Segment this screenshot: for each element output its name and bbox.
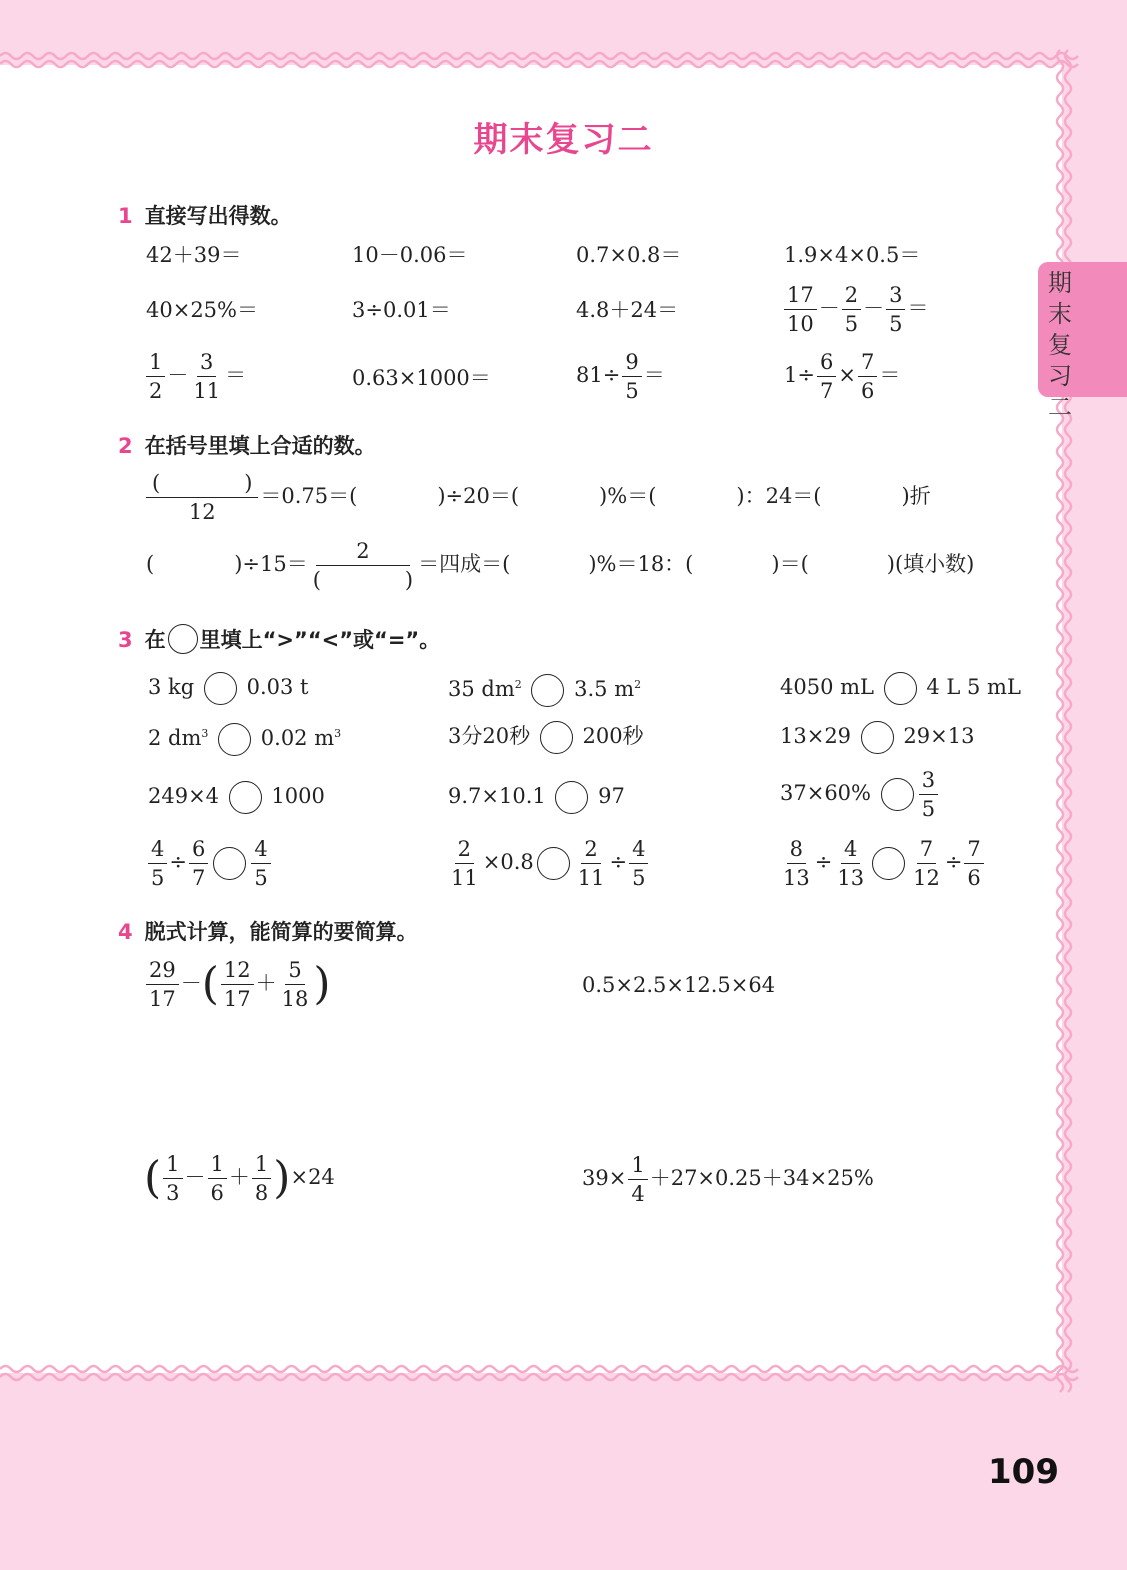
q3-compare-r4-1: $\frac{4}{5}$ ÷ $\frac{6}{7}$ $\frac{4}{5}$ — [146, 835, 273, 892]
q3-compare-r2-2: 3分20秒 200秒 — [448, 721, 644, 754]
fraction: $\frac{7}{6}$ — [858, 348, 877, 405]
question-4-heading — [118, 916, 418, 946]
answer-circle[interactable] — [540, 721, 573, 754]
fraction: $\frac{7}{12}$ — [913, 837, 940, 890]
fraction: $\frac{29}{17}$ — [146, 956, 179, 1013]
fraction: $\frac{4}{5}$ — [251, 835, 270, 892]
q3-compare-r3-1: 249×4 1000 — [148, 781, 325, 814]
fraction: $\frac{6}{7}$ — [189, 835, 208, 892]
q4-problem-4: 39× $\frac{1}{4}$ ＋27×0.25＋34×25% — [582, 1153, 874, 1206]
question-instruction: 直接写出得数。 — [144, 204, 292, 228]
q1-expr-3: 0.7×0.8＝ — [576, 243, 682, 267]
circle-icon — [168, 624, 198, 654]
fraction-blank: 2 ( ) — [312, 539, 414, 592]
fraction: $\frac{17}{10}$ — [784, 281, 817, 338]
q3-compare-r1-3: 4050 mL 4 L 5 mL — [780, 672, 1021, 705]
q3-compare-r1-1: 3 kg 0.03 t — [148, 672, 308, 705]
fraction: $\frac{1}{6}$ — [208, 1150, 227, 1207]
q1-expr-1: 42＋39＝ — [146, 243, 242, 267]
fraction: $\frac{3}{11}$ — [193, 350, 221, 403]
fraction: $\frac{1}{3}$ — [163, 1150, 182, 1207]
fraction: $\frac{3}{5}$ — [886, 281, 905, 338]
wavy-border-right — [1046, 50, 1086, 1390]
q3-compare-r2-3: 13×29 29×13 — [780, 721, 974, 754]
fraction: $\frac{4}{5}$ — [629, 835, 648, 892]
q3-compare-r3-2: 9.7×10.1 97 — [448, 781, 625, 814]
side-tab-label: 期末复习二 — [1048, 269, 1072, 421]
q3-compare-r4-2: $\frac{2}{11}$ ×0.8 $\frac{2}{11}$ ÷ $\frac{4}{5}$ — [446, 835, 650, 892]
fraction: $\frac{1}{2}$ — [146, 348, 165, 405]
question-number: 2 — [118, 434, 133, 458]
q1-expr-11: 81÷ $\frac{9}{5}$ ＝ — [576, 350, 665, 403]
answer-circle[interactable] — [537, 847, 570, 880]
fraction: $\frac{2}{11}$ — [451, 837, 478, 890]
wavy-border-bottom — [0, 1355, 1080, 1395]
q3-compare-r3-3: 37×60% $\frac{3}{5}$ — [780, 766, 940, 823]
fraction: $\frac{7}{6}$ — [964, 835, 983, 892]
fraction: $\frac{8}{13}$ — [783, 837, 810, 890]
answer-circle[interactable] — [531, 674, 564, 707]
answer-circle[interactable] — [881, 778, 914, 811]
q1-expr-4: 1.9×4×0.5＝ — [784, 243, 921, 267]
q1-expr-12: 1÷ $\frac{6}{7}$ × $\frac{7}{6}$ ＝ — [784, 350, 901, 403]
q1-expr-5: 40×25%＝ — [146, 298, 258, 322]
q1-expr-7: 4.8＋24＝ — [576, 298, 679, 322]
q4-problem-1: $\frac{29}{17}$ －( $\frac{12}{17}$ ＋ $\frac{5}{18}$ ) — [144, 956, 331, 1013]
fraction: $\frac{4}{5}$ — [148, 835, 167, 892]
fraction: $\frac{2}{5}$ — [842, 281, 861, 338]
fraction: $\frac{1}{4}$ — [628, 1151, 647, 1208]
q1-expr-10: 0.63×1000＝ — [352, 366, 491, 390]
q1-expr-8: $\frac{17}{10}$ － $\frac{2}{5}$ － $\frac{3}{5}$ ＝ — [782, 281, 928, 338]
question-2-heading — [118, 430, 376, 460]
fraction-blank: ( ) 12 — [146, 469, 258, 526]
page-title: 期末复习二 — [473, 120, 654, 160]
answer-circle[interactable] — [218, 723, 251, 756]
page-number: 109 — [988, 1452, 1059, 1492]
question-number: 1 — [118, 204, 133, 228]
fraction: $\frac{4}{13}$ — [837, 837, 865, 890]
answer-circle[interactable] — [872, 847, 905, 880]
q2-line-1: ( ) 12 ＝0.75＝( )÷20＝( )%＝( )：24＝( )折 — [144, 469, 931, 526]
wavy-border-top — [0, 40, 1080, 80]
fraction: $\frac{12}{17}$ — [221, 956, 254, 1013]
q1-expr-6: 3÷0.01＝ — [352, 298, 451, 322]
q4-problem-3: ( $\frac{1}{3}$ － $\frac{1}{6}$ ＋ $\frac{1}{8}$ )×24 — [144, 1152, 335, 1205]
question-3-heading: 3 在 里填上“>”“<”或“=”。 — [118, 624, 440, 654]
question-instruction: 里填上“>”“<”或“=”。 — [199, 628, 441, 652]
q3-compare-r2-1: 2 $dm^3$ 0.02 $m^3$ — [148, 721, 341, 756]
answer-circle[interactable] — [555, 781, 588, 814]
fraction: $\frac{6}{7}$ — [817, 348, 836, 405]
fraction: $\frac{1}{8}$ — [252, 1150, 271, 1207]
answer-circle[interactable] — [861, 721, 894, 754]
answer-circle[interactable] — [213, 847, 246, 880]
question-number: 4 — [118, 920, 133, 944]
fraction: $\frac{5}{18}$ — [281, 958, 309, 1011]
question-1-heading — [118, 200, 292, 230]
fraction: $\frac{2}{11}$ — [577, 837, 605, 890]
answer-circle[interactable] — [884, 672, 917, 705]
answer-circle[interactable] — [204, 672, 237, 705]
q1-expr-2: 10－0.06＝ — [352, 243, 468, 267]
fraction: $\frac{9}{5}$ — [622, 348, 641, 405]
q3-compare-r1-2: 35 $dm^2$ 3.5 $m^2$ — [448, 672, 641, 707]
fraction: $\frac{3}{5}$ — [919, 766, 938, 823]
q1-expr-9: $\frac{1}{2}$ － $\frac{3}{11}$ ＝ — [144, 348, 246, 405]
q2-line-2: ( )÷15＝ 2 ( ) ＝四成＝( )%＝18：( )＝( )(填小数) — [146, 539, 975, 592]
question-instruction: 在括号里填上合适的数。 — [144, 434, 376, 458]
question-number: 3 — [118, 628, 133, 652]
answer-circle[interactable] — [229, 781, 262, 814]
q3-compare-r4-3: $\frac{8}{13}$ ÷ $\frac{4}{13}$ $\frac{7}{12}$ ÷ $\frac{7}{6}$ — [778, 835, 986, 892]
q4-problem-2: 0.5×2.5×12.5×64 — [582, 973, 776, 997]
question-instruction: 脱式计算，能简算的要简算。 — [144, 920, 418, 944]
